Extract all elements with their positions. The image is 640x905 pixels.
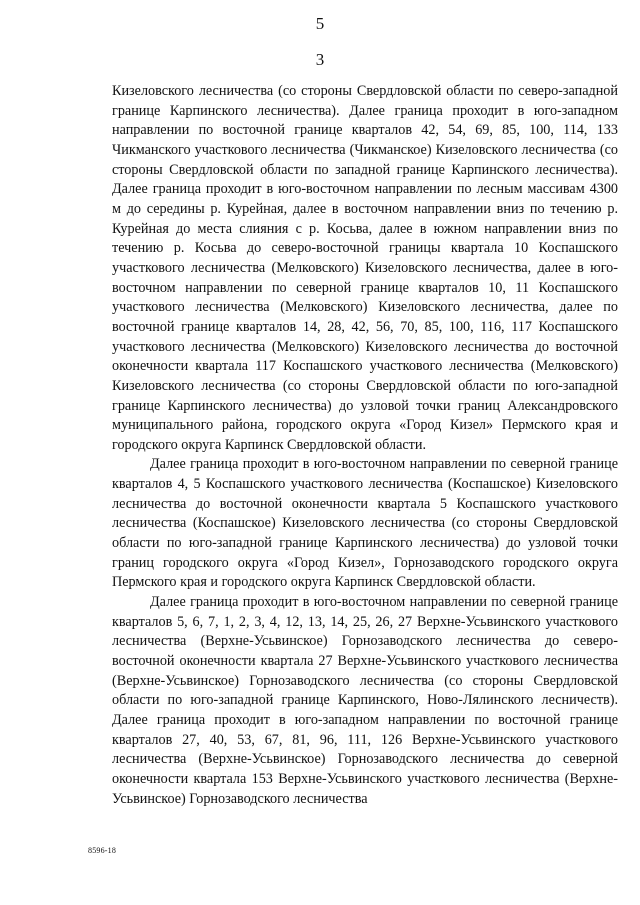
- footer-document-code: 8596-18: [88, 846, 117, 855]
- paragraph-3: Далее граница проходит в юго-восточном направлении по северной границе кварталов 5, 6, 7, 1, 2, 3, 4, 12, 13, 14, 25, 26, 27 Верхне-Усьвинского участкового лесничества (Верхне-Усьвинское) Горнозаводского лесничества до северо-восточной оконечности квартала 27 Верхне-Усьвинского участкового лесничества (Верхне-Усьвинское) Горнозаводского лесничества (со стороны Свердловской области по юго-западной границе Карпинского, Ново-Лялинского лесничеств). Далее граница проходит в юго-западном направлении по восточной границе кварталов 27, 40, 53, 67, 81, 96, 111, 126 Верхне-Усьвинского участкового лесничества (Верхне-Усьвинское) Горнозаводского лесничества до северной оконечности квартала 153 Верхне-Усьвинского участкового лесничества (Верхне-Усьвинское) Горнозаводского лесничества: [112, 594, 618, 807]
- document-body: [112, 82, 618, 809]
- paragraph-2: Далее граница проходит в юго-восточном направлении по северной границе кварталов 4, 5 Коспашского участкового лесничества (Коспашское) Кизеловского лесничества до восточной оконечности квартала 5 Коспашского участкового лесничества (Коспашское) Кизеловского лесничества (со стороны Свердловской области по юго-западной границе Карпинского лесничества) до узловой точки границ городского округа «Город Кизел», Горнозаводского городского округа Пермского края и городского округа Карпинск Свердловской области.: [112, 456, 618, 591]
- paragraph-1: Кизеловского лесничества (со стороны Свердловской области по северо-западной границе Карпинского лесничества). Далее граница проходит в юго-западном направлении по восточной границе кварталов 42, 54, 69, 85, 100, 114, 133 Чикманского участкового лесничества (Чикманское) Кизеловского лесничества (со стороны Свердловской области по западной границе Карпинского лесничества). Далее граница проходит в юго-восточном направлении по лесным массивам 4300 м до середины р. Курейная, далее в восточном направлении вниз по течению р. Курейная до места слияния с р. Косьва, далее в южном направлении вниз по течению р. Косьва до северо-восточной границы квартала 10 Коспашского участкового лесничества (Мелковского) Кизеловского лесничества, далее в юго-восточном направлении по северной границе кварталов 10, 11 Коспашского участкового лесничества (Мелковского) Кизеловского лесничества, далее по восточной границе кварталов 14, 28, 42, 56, 70, 85, 100, 116, 117 Коспашского участкового лесничества (Мелковского) Кизеловского лесничества до восточной оконечности квартала 117 Коспашского участкового лесничества (Мелковского) Кизеловского лесничества (со стороны Свердловской области по юго-западной границе Карпинского лесничества) до узловой точки границ Александровского муниципального района, городского округа «Город Кизел» Пермского края и городского округа Карпинск Свердловской области.: [112, 83, 618, 453]
- page-number-sub: 3: [315, 50, 325, 69]
- page-number-top: 5: [315, 14, 325, 33]
